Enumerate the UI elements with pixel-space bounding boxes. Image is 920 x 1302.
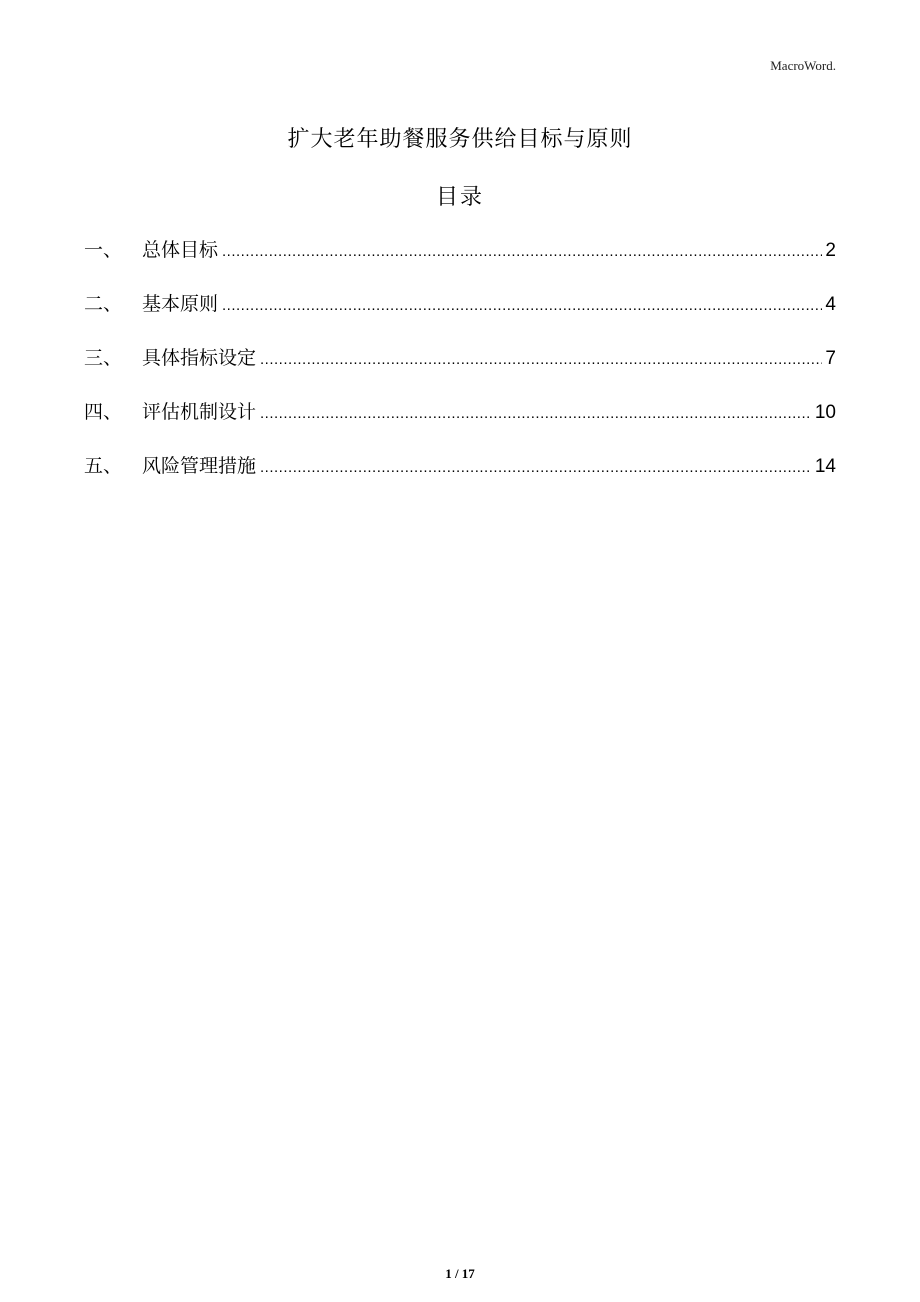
document-title: 扩大老年助餐服务供给目标与原则 (287, 127, 633, 152)
toc-entry-5[interactable] (84, 451, 836, 505)
toc-entry-number: 五、 (84, 455, 123, 477)
page-indicator: 1 / 17 (445, 1266, 475, 1281)
toc-entry-number: 一、 (84, 239, 123, 261)
toc-entry-label: 具体指标设定 (142, 347, 257, 369)
toc-entry-number: 四、 (84, 401, 123, 423)
toc-dot-leader (260, 405, 812, 422)
header-brand: MacroWord. (770, 58, 836, 73)
toc-dot-leader (222, 297, 822, 314)
toc-entry-number: 二、 (84, 293, 123, 315)
table-of-contents (84, 235, 836, 505)
toc-entry-3[interactable] (84, 343, 836, 397)
toc-entry-page: 2 (825, 240, 836, 261)
toc-dot-leader (260, 459, 812, 476)
toc-entry-label: 评估机制设计 (142, 401, 257, 423)
toc-entry-label: 风险管理措施 (142, 455, 257, 477)
toc-entry-2[interactable] (84, 289, 836, 343)
toc-entry-1[interactable] (84, 235, 836, 289)
toc-entry-page: 7 (825, 348, 836, 369)
toc-heading: 目录 (435, 185, 484, 210)
toc-entry-page: 10 (814, 402, 836, 423)
toc-dot-leader (260, 351, 822, 368)
toc-entry-page: 4 (825, 294, 836, 315)
toc-entry-number: 三、 (84, 347, 123, 369)
toc-entry-page: 14 (814, 456, 836, 477)
toc-entry-label: 基本原则 (142, 293, 219, 315)
toc-entry-label: 总体目标 (142, 239, 219, 261)
toc-dot-leader (222, 243, 822, 260)
toc-entry-4[interactable] (84, 397, 836, 451)
